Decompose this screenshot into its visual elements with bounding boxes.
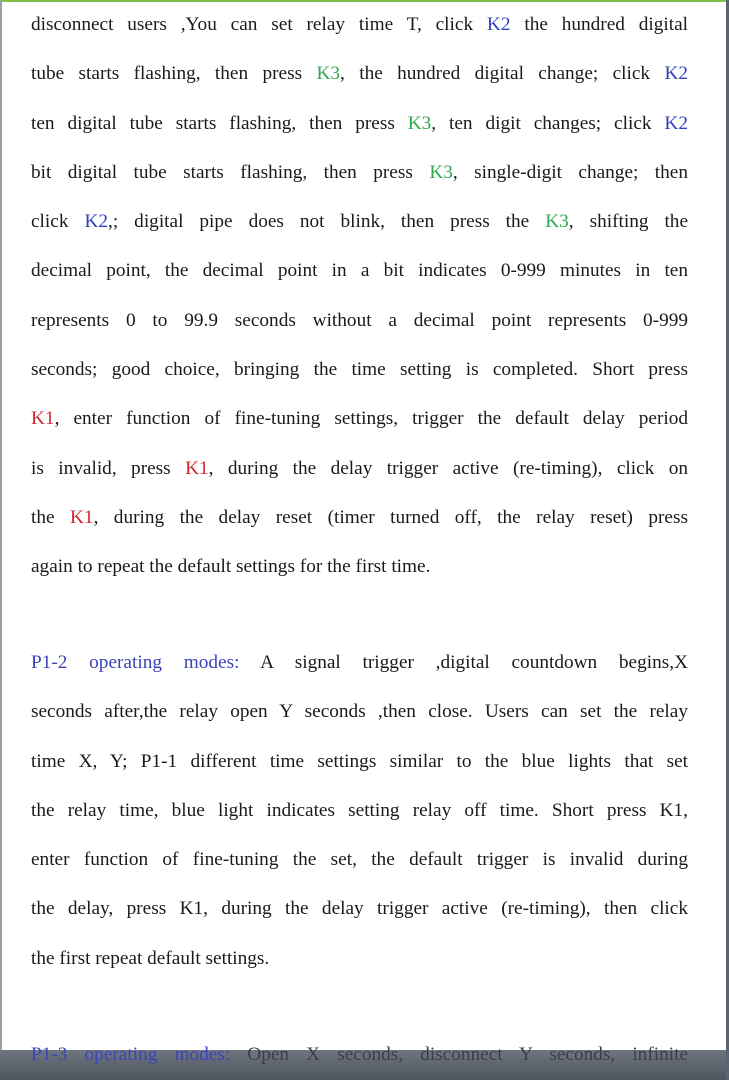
key-k1-label: K1 — [31, 408, 55, 430]
text-line: time X, Y; P1-1 different time settings similar to the blue lights that set — [31, 750, 688, 772]
key-k2-label: K2 — [84, 211, 109, 233]
paragraph-p1-2-mode — [31, 638, 688, 983]
left-frame-line — [0, 0, 2, 1080]
text-line: tube starts flashing, then press K3, the hundred digital change; click K2 — [31, 63, 689, 85]
key-k1-label: K1 — [69, 506, 94, 528]
text-line: click K2,; digital pipe does not blink, then press the K3, shifting the — [31, 211, 689, 233]
paragraph-relay-time-setting — [31, 0, 688, 592]
text-line: is invalid, press K1, during the delay trigger active (re-timing), click on — [31, 457, 688, 479]
text-line: enter function of fine-tuning the set, the default trigger is invalid during — [31, 849, 688, 871]
key-k2-label: K2 — [486, 14, 511, 35]
text-line: the relay time, blue light indicates setting relay off time. Short press K1, — [31, 799, 688, 821]
key-k3-label: K3 — [545, 211, 569, 233]
text-line: the delay, press K1, during the delay trigger active (re-timing), then click — [31, 898, 688, 920]
text-line: disconnect users ,You can set relay time T, click K2 the hundred digital — [31, 14, 688, 35]
text-line: decimal point, the decimal point in a bit indicates 0-999 minutes in ten — [31, 260, 688, 282]
key-k2-label: K2 — [664, 112, 688, 134]
paragraph-p1-3-mode-partial: P1-3 operating modes: Open X seconds, disconnect Y seconds, infinite — [31, 1044, 689, 1065]
key-k3-label: K3 — [429, 161, 453, 183]
key-k3-label: K3 — [316, 63, 341, 85]
text-line: P1-2 operating modes: A signal trigger ,digital countdown begins,X — [31, 652, 689, 673]
text-line: the K1, during the delay reset (timer turned off, the relay reset) press — [31, 506, 688, 528]
text-line: seconds; good choice, bringing the time setting is completed. Short press — [31, 359, 688, 381]
text-line: the first repeat default settings. — [31, 947, 270, 969]
text-line: K1, enter function of fine-tuning settings, trigger the default delay period — [31, 408, 688, 430]
text-line: represents 0 to 99.9 seconds without a decimal point represents 0-999 — [31, 309, 688, 331]
mode-heading-p1-3: P1-3 operating modes: — [31, 1044, 231, 1065]
text-line: bit digital tube starts flashing, then press K3, single-digit change; then — [31, 161, 688, 183]
text-line: again to repeat the default settings for the first time. — [31, 556, 431, 578]
mode-heading-p1-2: P1-2 operating modes: — [31, 652, 240, 673]
text-line: seconds after,the relay open Y seconds ,then close. Users can set the relay — [31, 701, 688, 723]
key-k3-label: K3 — [407, 112, 432, 134]
key-k2-label: K2 — [664, 63, 689, 85]
key-k1-label: K1 — [185, 457, 209, 479]
text-line: ten digital tube starts flashing, then press K3, ten digit changes; click K2 — [31, 112, 688, 134]
